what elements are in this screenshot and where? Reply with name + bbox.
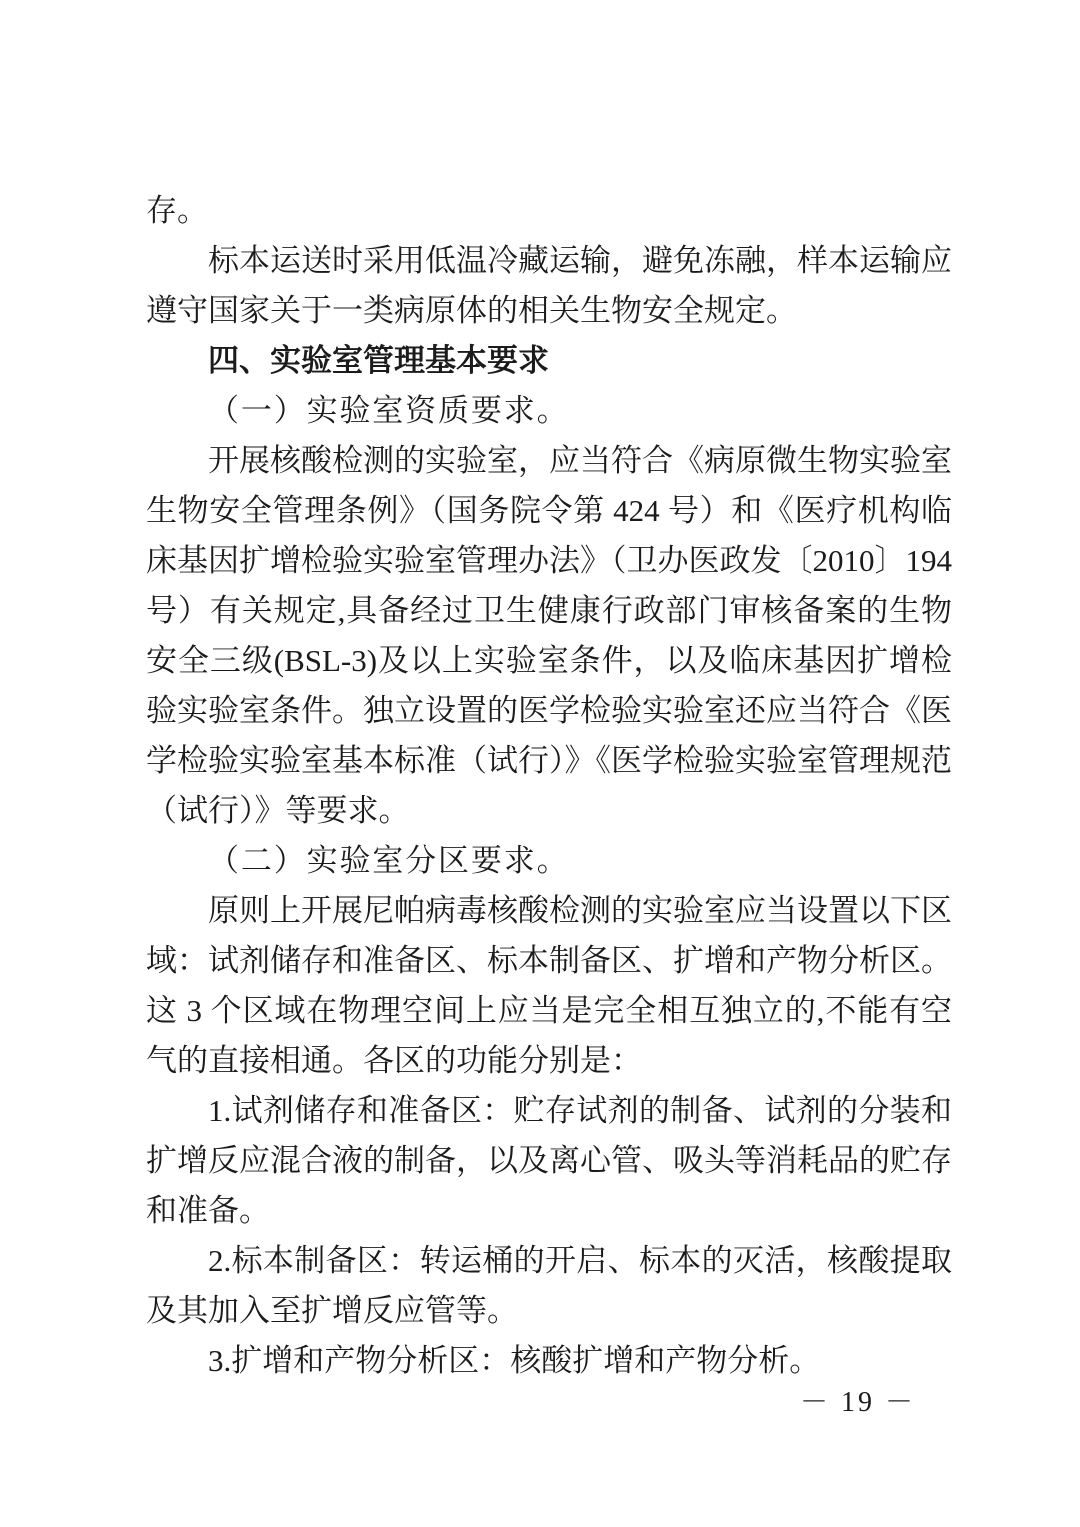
section-heading-lab-management: 四、实验室管理基本要求 xyxy=(208,343,549,378)
subsection-heading-lab-qualification: （一）实验室资质要求。 xyxy=(208,393,570,428)
list-item-amplification-analysis-area: 3.扩增和产物分析区：核酸扩增和产物分析。 xyxy=(208,1343,821,1378)
paragraph-lab-zoning-requirements: 原则上开展尼帕病毒核酸检测的实验室应当设置以下区域：试剂储存和准备区、标本制备区、扩增和产物分析区。这 3 个区域在物理空间上应当是完全相互独立的,不能有空气的直接相通。各区的功能分别是： xyxy=(146,893,952,1078)
list-item-reagent-storage-area: 1.试剂储存和准备区：贮存试剂的制备、试剂的分装和扩增反应混合液的制备，以及离心管、吸头等消耗品的贮存和准备。 xyxy=(146,1093,952,1228)
document-body xyxy=(146,186,952,1386)
page-number: － 19 － xyxy=(799,1387,916,1418)
paragraph-lab-qualification-requirements: 开展核酸检测的实验室，应当符合《病原微生物实验室生物安全管理条例》（国务院令第 424 号）和《医疗机构临床基因扩增检验实验室管理办法》（卫办医政发〔2010〕194 号）有关规定,具备经过卫生健康行政部门审核备案的生物安全三级(BSL-3)及以上实验室条件，以及临床基因扩增检验实验室条件。独立设置的医学检验实验室还应当符合《医学检验实验室基本标准（试行）》《医学检验实验室管理规范（试行）》等要求。 xyxy=(146,443,952,828)
subsection-heading-lab-zoning: （二）实验室分区要求。 xyxy=(208,843,570,878)
list-item-specimen-preparation-area: 2.标本制备区：转运桶的开启、标本的灭活，核酸提取及其加入至扩增反应管等。 xyxy=(146,1243,952,1328)
paragraph-continued-from-previous-page: 存。 xyxy=(146,193,208,228)
paragraph-specimen-transport: 标本运送时采用低温冷藏运输，避免冻融，样本运输应遵守国家关于一类病原体的相关生物安全规定。 xyxy=(146,243,952,328)
